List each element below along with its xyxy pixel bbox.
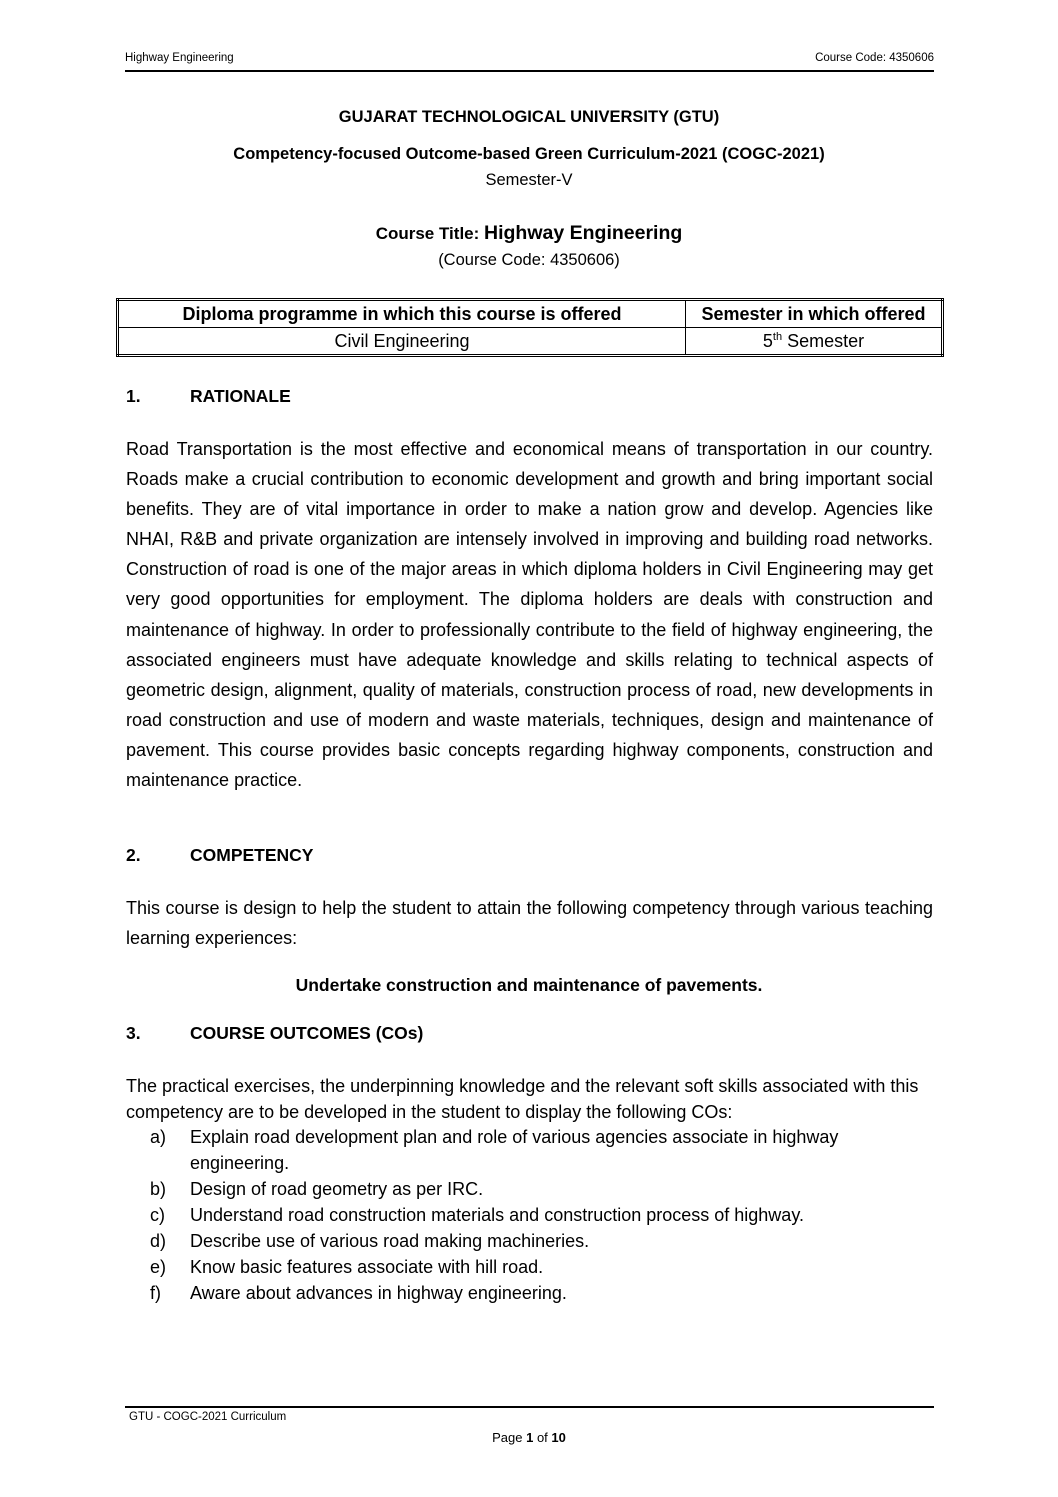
- list-item-text: Design of road geometry as per IRC.: [190, 1179, 484, 1199]
- section-title: RATIONALE: [190, 386, 291, 406]
- section-heading-rationale: [126, 386, 291, 407]
- course-title-label: Course Title:: [375, 224, 485, 243]
- table-header-semester: Semester in which offered: [686, 300, 943, 328]
- list-item-text: Describe use of various road making machineries.: [190, 1231, 590, 1251]
- semester-number: 5: [762, 330, 773, 351]
- list-marker: d): [150, 1231, 167, 1251]
- page-prefix: Page: [492, 1430, 527, 1445]
- list-marker: f): [150, 1283, 161, 1303]
- page-of: of: [533, 1430, 552, 1445]
- course-title-value: Highway Engineering: [484, 222, 683, 244]
- semester-label: Semester-V: [485, 171, 573, 189]
- rationale-paragraph: Road Transportation is the most effective and economical means of transportation in our country. Roads make a crucial contribution to economic development and growth and bring important social benefits. They are of vital importance in order to make a nation grow and develop. Agencies like NHAI, R&B and private organization are intensely involved in improving and building road networks. Construction of road is one of the major areas in which diploma holders in Civil Engineering may get very good opportunities for employment. The diploma holders are deals with construction and maintenance of highway. In order to professionally contribute to the field of highway engineering, the associated engineers must have adequate knowledge and skills relating to technical aspects of geometric design, alignment, quality of materials, construction process of road, new developments in road construction and use of modern and waste materials, techniques, design and maintenance of pavement. This course provides basic concepts regarding highway components, construction and maintenance practice.: [126, 439, 933, 791]
- section-number: 1.: [126, 386, 141, 406]
- course-code: (Course Code: 4350606): [438, 251, 620, 269]
- list-item-text: Understand road construction materials and construction process of highway.: [190, 1205, 804, 1225]
- course-title: [0, 222, 1058, 245]
- list-item: [150, 1280, 910, 1306]
- semester-text: Semester: [782, 330, 865, 351]
- page-current: 1: [526, 1430, 534, 1445]
- section-number: 2.: [126, 845, 141, 865]
- list-item-text: Explain road development plan and role of various agencies associate in highway engineering.: [190, 1127, 839, 1173]
- page-total: 10: [551, 1430, 566, 1445]
- offer-table: [116, 298, 944, 357]
- competency-statement: Undertake construction and maintenance of pavements.: [295, 975, 763, 995]
- page-header: [125, 52, 934, 72]
- section-title: COURSE OUTCOMES (COs): [190, 1023, 424, 1043]
- header-course-code: Course Code: 4350606: [815, 52, 934, 64]
- table-row: [118, 328, 943, 356]
- table-header-programme: Diploma programme in which this course is offered: [118, 300, 686, 328]
- list-item: [150, 1176, 910, 1202]
- section-heading-competency: [126, 845, 313, 866]
- list-item: [150, 1124, 910, 1176]
- list-marker: e): [150, 1257, 167, 1277]
- list-item-text: Aware about advances in highway engineering.: [190, 1283, 567, 1303]
- section-title: COMPETENCY: [190, 845, 314, 865]
- page-number: [0, 1430, 1058, 1445]
- curriculum-title: Competency-focused Outcome-based Green Curriculum-2021 (COGC-2021): [233, 145, 825, 163]
- course-outcomes-intro: The practical exercises, the underpinning knowledge and the relevant soft skills associated with this competency are to be developed in the student to display the following COs:: [126, 1076, 919, 1122]
- course-outcomes-list: [150, 1124, 910, 1306]
- list-item: [150, 1254, 910, 1280]
- university-title: GUJARAT TECHNOLOGICAL UNIVERSITY (GTU): [338, 108, 720, 126]
- list-item: [150, 1202, 910, 1228]
- semester-suffix: th: [772, 330, 783, 343]
- section-number: 3.: [126, 1023, 141, 1043]
- list-item-text: Know basic features associate with hill road.: [190, 1257, 544, 1277]
- competency-paragraph: This course is design to help the student to attain the following competency through various teaching learning experiences:: [126, 898, 933, 949]
- list-marker: c): [150, 1205, 165, 1225]
- footer-divider: [125, 1406, 934, 1408]
- semester-cell: [686, 328, 943, 356]
- list-marker: b): [150, 1179, 167, 1199]
- list-marker: a): [150, 1127, 167, 1147]
- section-heading-course-outcomes: [126, 1023, 423, 1044]
- header-course-name: Highway Engineering: [125, 52, 234, 64]
- list-item: [150, 1228, 910, 1254]
- footer-curriculum-label: GTU - COGC-2021 Curriculum: [129, 1411, 287, 1423]
- table-header-row: [118, 300, 943, 328]
- programme-cell: Civil Engineering: [118, 328, 686, 356]
